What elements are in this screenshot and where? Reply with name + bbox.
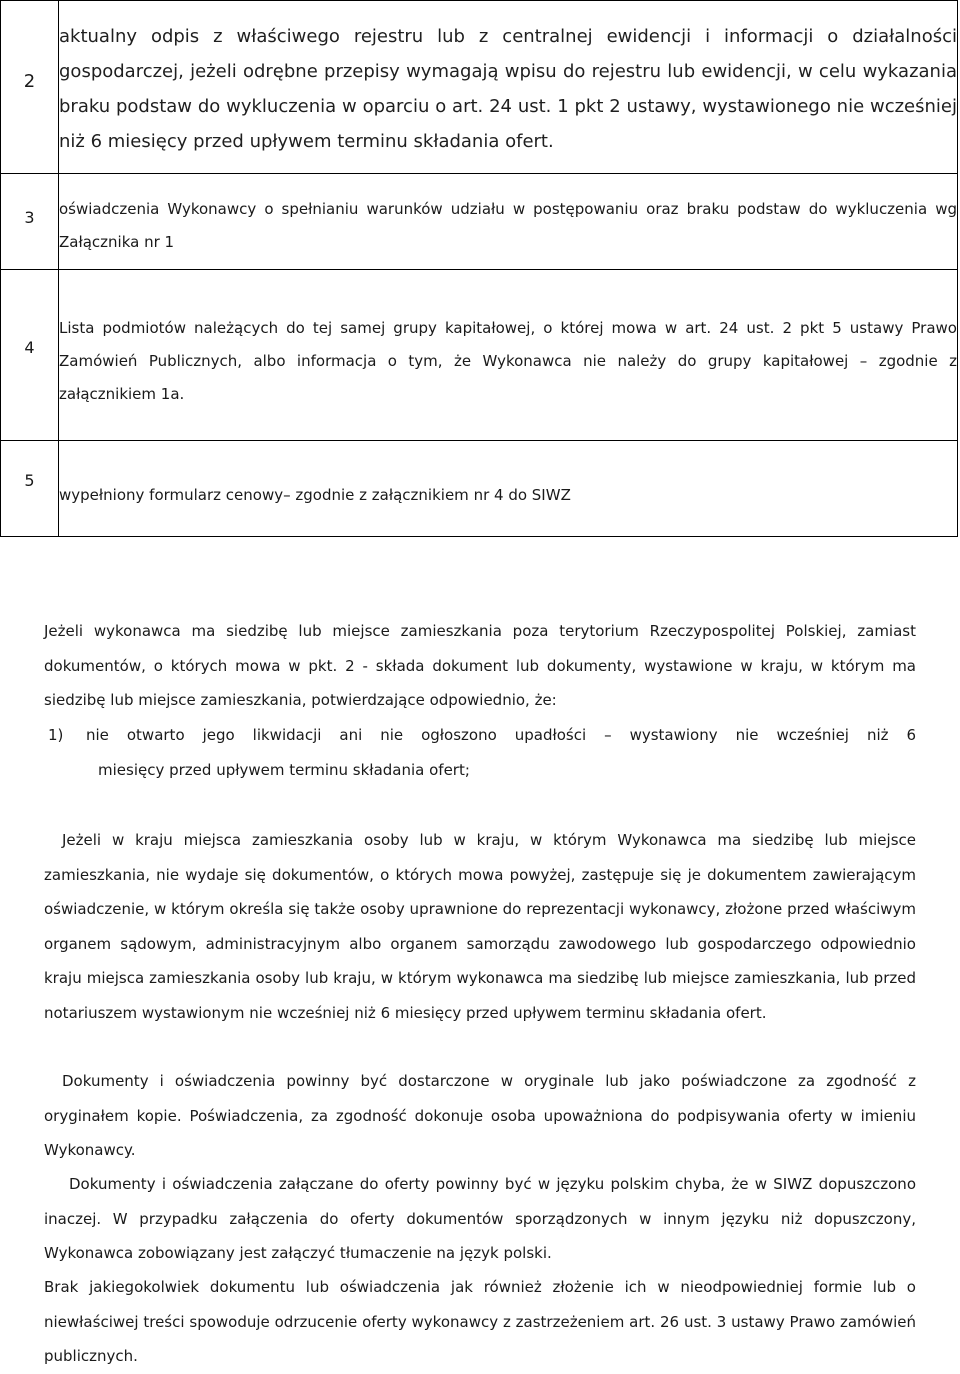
list-marker: 1) — [48, 726, 64, 744]
row-number: 2 — [23, 71, 36, 92]
row-number-cell — [1, 441, 59, 537]
list-item — [48, 718, 916, 787]
row-text: Lista podmiotów należących do tej samej grupy kapitałowej, o której mowa w art. 24 ust. 2 pkt 5 ustawy Prawo Zamówień Publicznych, albo informacja o tym, że Wykonawca nie należy do grupy kapitałowej – zgodnie z załącznikiem 1a. — [59, 319, 957, 403]
row-text-cell — [59, 1, 958, 174]
table-row — [1, 174, 958, 270]
list-item-first-line — [48, 718, 916, 753]
row-number: 4 — [24, 338, 35, 357]
foreign-contractor-paragraph: Jeżeli wykonawca ma siedzibę lub miejsce zamieszkania poza terytorium Rzeczypospolitej Polskiej, zamiast dokumentów, o których mowa w pkt. 2 - składa dokument lub dokumenty, wystawione w kraju, w którym ma siedzibę lub miejsce zamieszkania, potwierdzające odpowiednio, że: — [44, 622, 916, 709]
rejection-paragraph: Brak jakiegokolwiek dokumentu lub oświadczenia jak również złożenie ich w nieodpowiedniej formie lub o niewłaściwej treści spowoduje odrzucenie oferty wykonawcy z zastrzeżeniem art. 26 ust. 3 ustawy Prawo zamówień publicznych. — [44, 1278, 916, 1365]
table-row — [1, 270, 958, 441]
row-number: 5 — [24, 471, 35, 490]
row-number-cell — [1, 270, 59, 441]
row-number: 3 — [24, 208, 35, 227]
row-text-cell — [59, 441, 958, 537]
language-paragraph: Dokumenty i oświadczenia załączane do oferty powinny być w języku polskim chyba, że w SIWZ dopuszczono inaczej. W przypadku załączenia do oferty dokumentów sporządzonych w innym języku niż dopuszczony, Wykonawca zobowiązany jest załączyć tłumaczenie na język polski. — [44, 1175, 916, 1262]
certified-copies-paragraph: Dokumenty i oświadczenia powinny być dostarczone w oryginale lub jako poświadczone za zgodność z oryginałem kopie. Poświadczenia, za zgodność dokonuje osoba upoważniona do podpisywania oferty w imieniu Wykonawcy. — [44, 1072, 916, 1159]
row-number-cell — [1, 1, 59, 174]
list-item-text: nie otwarto jego likwidacji ani nie ogłoszono upadłości – wystawiony nie wcześniej niż 6 — [86, 726, 916, 744]
substitute-document-paragraph: Jeżeli w kraju miejsca zamieszkania osoby lub w kraju, w którym Wykonawca ma siedzibę lub miejsce zamieszkania, nie wydaje się dokumentów, o których mowa powyżej, zastępuje się je dokumentem zawierającym oświadczenie, w którym określa się także osoby uprawnione do reprezentacji wykonawcy, złożone przed właściwym organem sądowym, administracyjnym albo organem samorządu zawodowego lub gospodarczego odpowiednio kraju miejsca zamieszkania osoby lub kraju, w którym wykonawca ma siedzibę lub miejsce zamieszkania, lub przed notariuszem wystawionym nie wcześniej niż 6 miesięcy przed upływem terminu składania ofert. — [44, 831, 916, 1022]
row-text: oświadczenia Wykonawcy o spełnianiu warunków udziału w postępowaniu oraz braku podstaw do wykluczenia wg Załącznika nr 1 — [59, 200, 957, 251]
requirements-table — [0, 0, 958, 537]
row-text: wypełniony formularz cenowy– zgodnie z załącznikiem nr 4 do SIWZ — [59, 486, 571, 504]
row-number-cell — [1, 174, 59, 270]
row-text-cell — [59, 174, 958, 270]
row-text: aktualny odpis z właściwego rejestru lub z centralnej ewidencji i informacji o działalności gospodarczej, jeżeli odrębne przepisy wymagają wpisu do rejestru lub ewidencji, w celu wykazania braku podstaw do wykluczenia w oparciu o art. 24 ust. 1 pkt 2 ustawy, wystawionego nie wcześniej niż 6 miesięcy przed upływem terminu składania ofert. — [59, 26, 957, 152]
table-row — [1, 441, 958, 537]
table-row — [1, 1, 958, 174]
row-text-cell — [59, 270, 958, 441]
list-item-continuation: miesięcy przed upływem terminu składania ofert; — [98, 760, 470, 779]
